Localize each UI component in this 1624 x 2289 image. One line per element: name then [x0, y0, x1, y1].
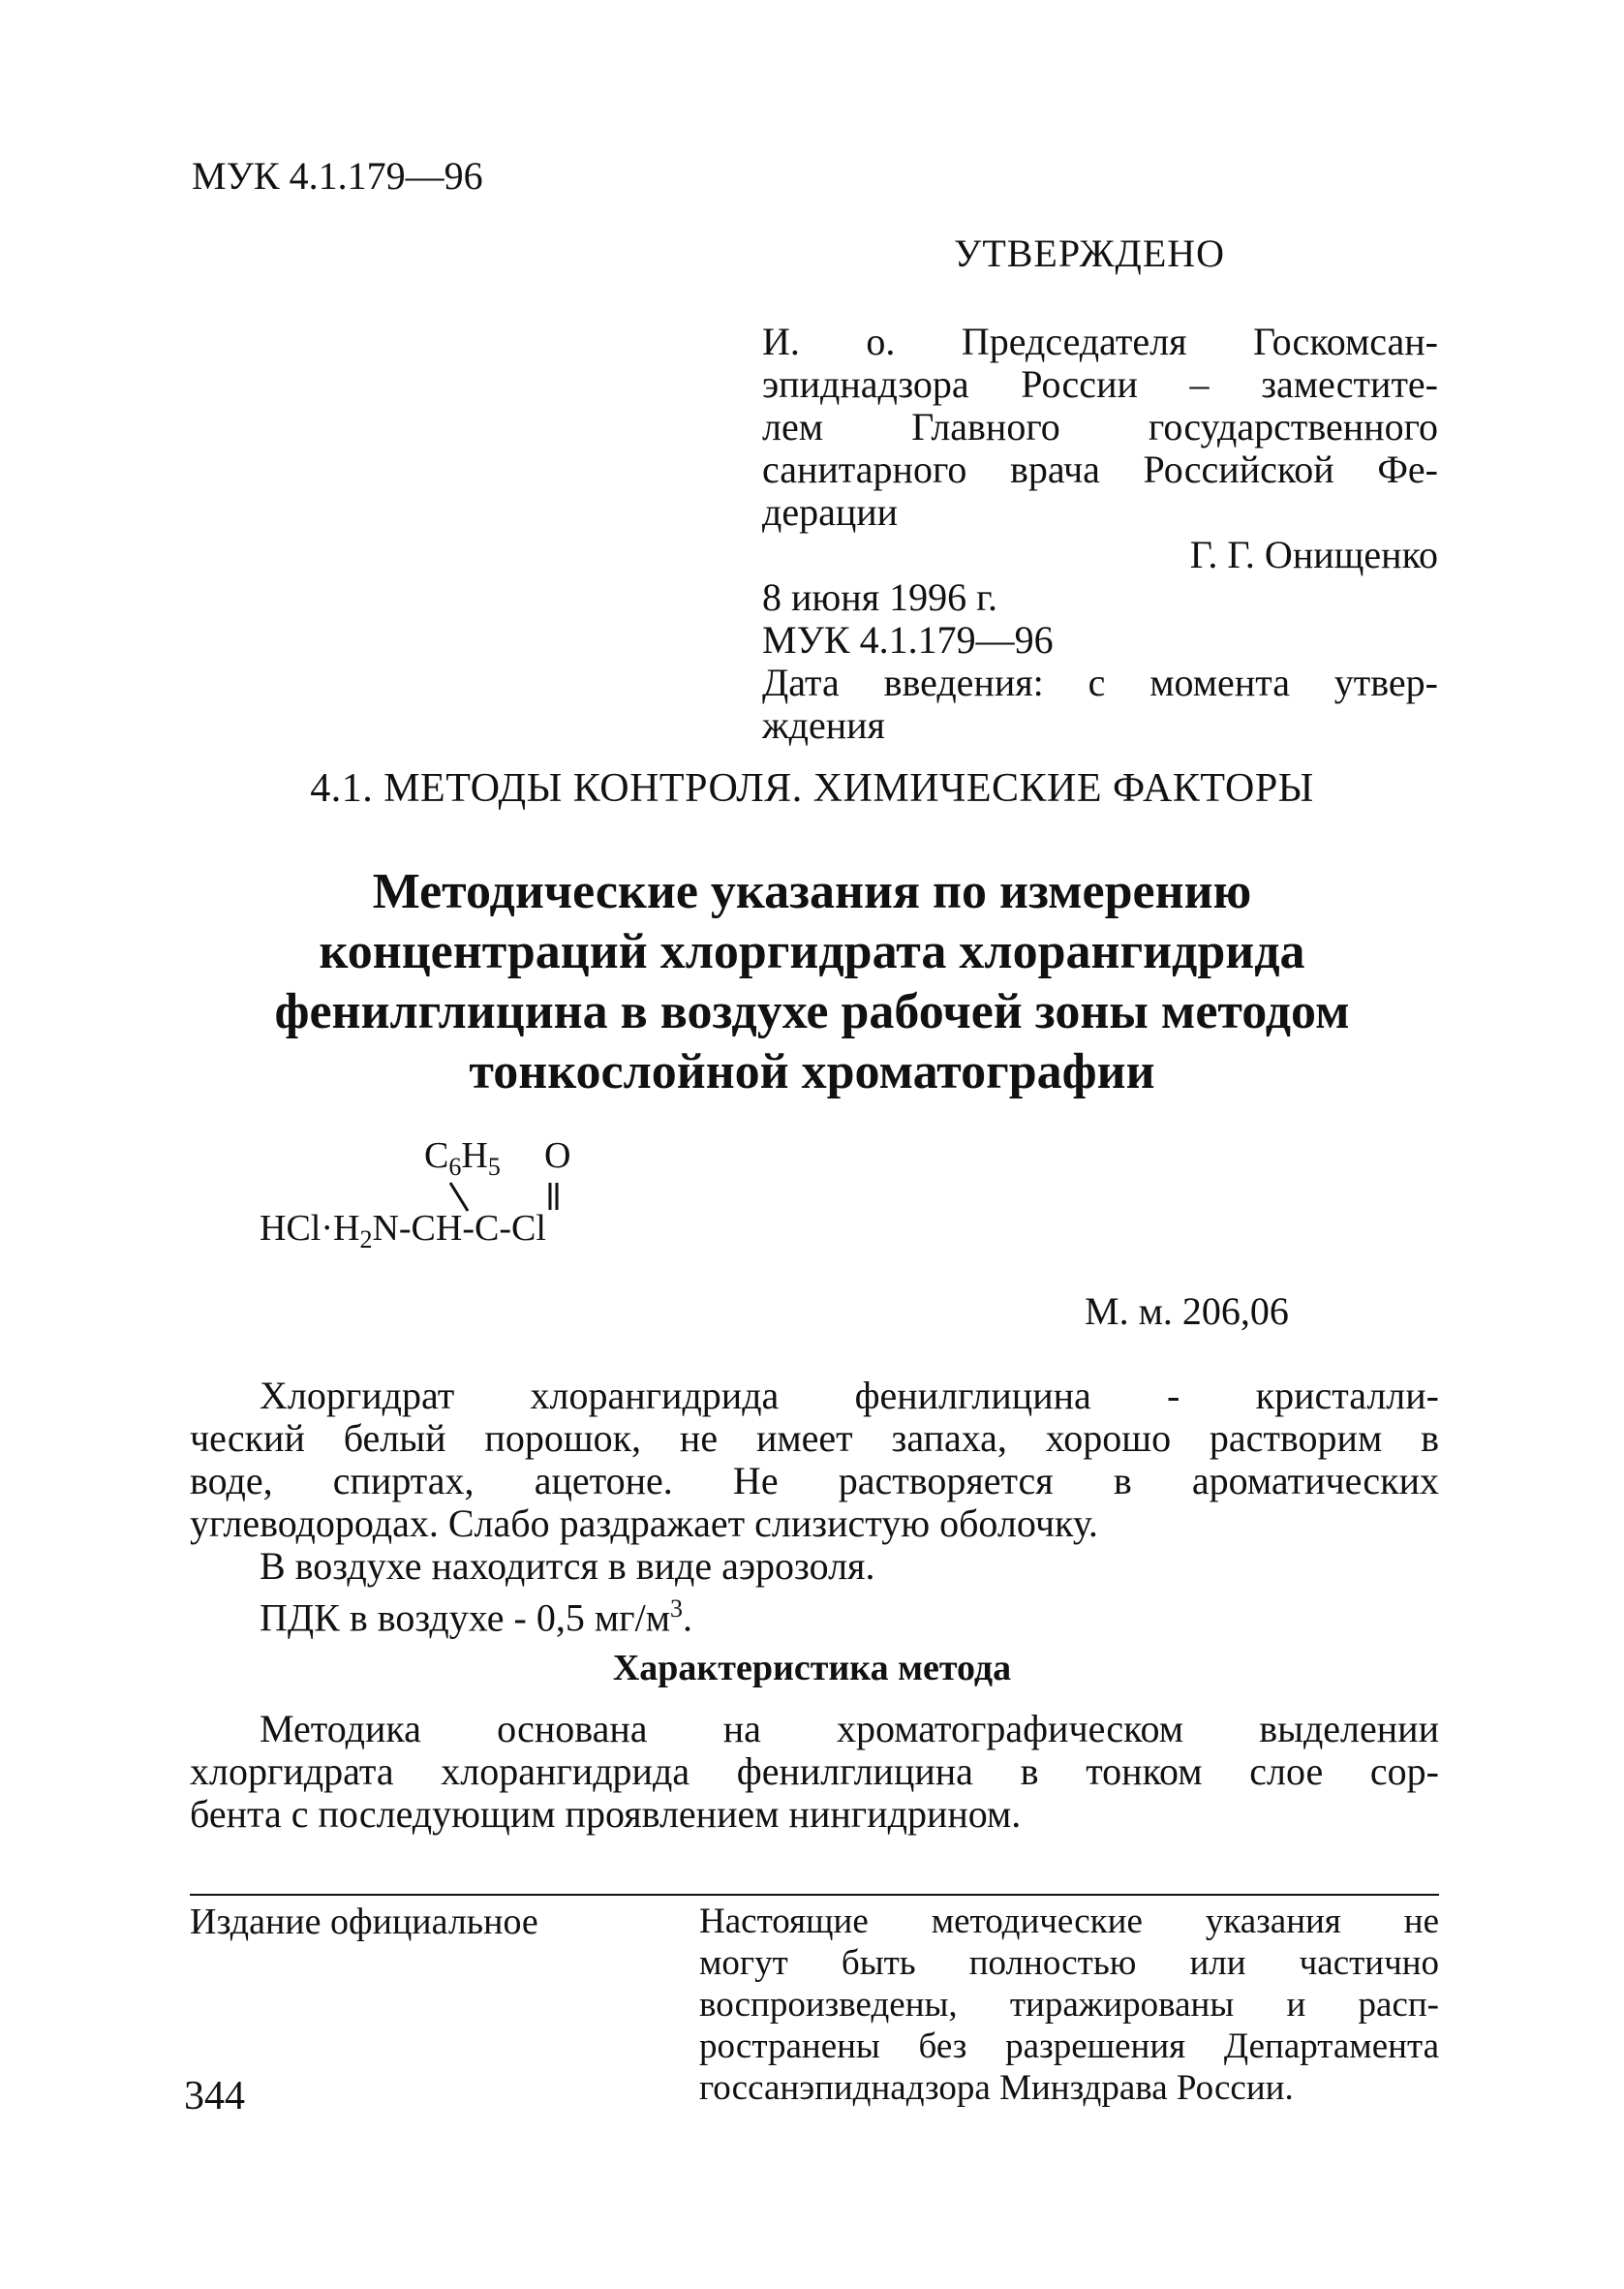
copyright-line: ространены без разрешения Департамента	[699, 2026, 1439, 2066]
footer-divider	[190, 1894, 1439, 1896]
structural-formula	[260, 1129, 744, 1264]
formula-bond-line	[450, 1183, 468, 1211]
section-header: 4.1. МЕТОДЫ КОНТРОЛЯ. ХИМИЧЕСКИЕ ФАКТОРЫ	[310, 766, 1314, 811]
formula-phenyl-group: $C_6H_5$	[424, 1135, 501, 1181]
approved-stamp: УТВЕРЖДЕНО	[954, 232, 1226, 275]
approval-line: эпиднадзора России – заместите-	[762, 362, 1438, 406]
title-line: Методические указания по измерению	[372, 864, 1252, 919]
approval-line: лем Главного государственного	[762, 405, 1438, 449]
molecular-mass: М. м. 206,06	[1085, 1289, 1289, 1333]
title-line: тонкослойной хроматографии	[469, 1044, 1155, 1099]
pdk-line: ПДК в воздухе - 0,5 $мг/м^3$.	[260, 1594, 693, 1640]
signatory-name: Г. Г. Онищенко	[1189, 533, 1438, 576]
copyright-line: воспроизведены, тиражированы и расп-	[699, 1985, 1439, 2025]
method-line: Методика основана на хроматографическом выделении	[260, 1707, 1439, 1750]
page-number: 344	[184, 2074, 245, 2119]
title-line: фенилглицина в воздухе рабочей зоны методом	[274, 984, 1350, 1039]
description-line: Хлоргидрат хлорангидрида фенилглицина - кристалли-	[260, 1374, 1439, 1417]
approval-line: И. о. Председателя Госкомсан-	[762, 320, 1438, 363]
copyright-line: могут быть полностью или частично	[699, 1943, 1439, 1983]
description-line: воде, спиртах, ацетоне. Не растворяется в ароматических	[190, 1459, 1439, 1502]
approval-line: санитарного врача Российской Фе-	[762, 448, 1438, 491]
approval-doc-code: МУК 4.1.179—96	[762, 618, 1054, 662]
formula-oxygen: O	[544, 1135, 571, 1176]
method-paragraph	[190, 1707, 1439, 1835]
approval-block	[762, 320, 1438, 746]
approval-date: 8 июня 1996 г.	[762, 575, 997, 619]
description-line: ческий белый порошок, не имеет запаха, хорошо растворим в	[190, 1416, 1439, 1460]
copyright-line: Настоящие методические указания не	[699, 1902, 1439, 1941]
approval-line: дерации	[762, 490, 899, 534]
aerosol-line: В воздухе находится в виде аэрозоля.	[260, 1544, 875, 1588]
description-line: углеводородах. Слабо раздражает слизистую оболочку.	[190, 1501, 1098, 1545]
method-line: бента с последующим проявлением нингидрином.	[190, 1792, 1022, 1836]
method-line: хлоргидрата хлорангидрида фенилглицина в тонком слое сор-	[190, 1749, 1439, 1793]
document-code: МУК 4.1.179—96	[192, 154, 483, 198]
title-line: концентраций хлоргидрата хлорангидрида	[319, 924, 1305, 979]
method-heading: Характеристика метода	[612, 1648, 1012, 1688]
formula-main-chain: $HCl\cdot H_2N-CH-C-Cl$	[260, 1208, 546, 1253]
document-title	[0, 862, 1624, 1102]
effective-date-line: ждения	[762, 703, 885, 747]
effective-date-line: Дата введения: с момента утвер-	[762, 661, 1438, 704]
copyright-notice	[699, 1901, 1439, 2109]
copyright-line: госсанэпиднадзора Минздрава России.	[699, 2068, 1294, 2108]
description-paragraph	[190, 1374, 1439, 1640]
official-edition-label: Издание официальное	[190, 1902, 538, 1942]
